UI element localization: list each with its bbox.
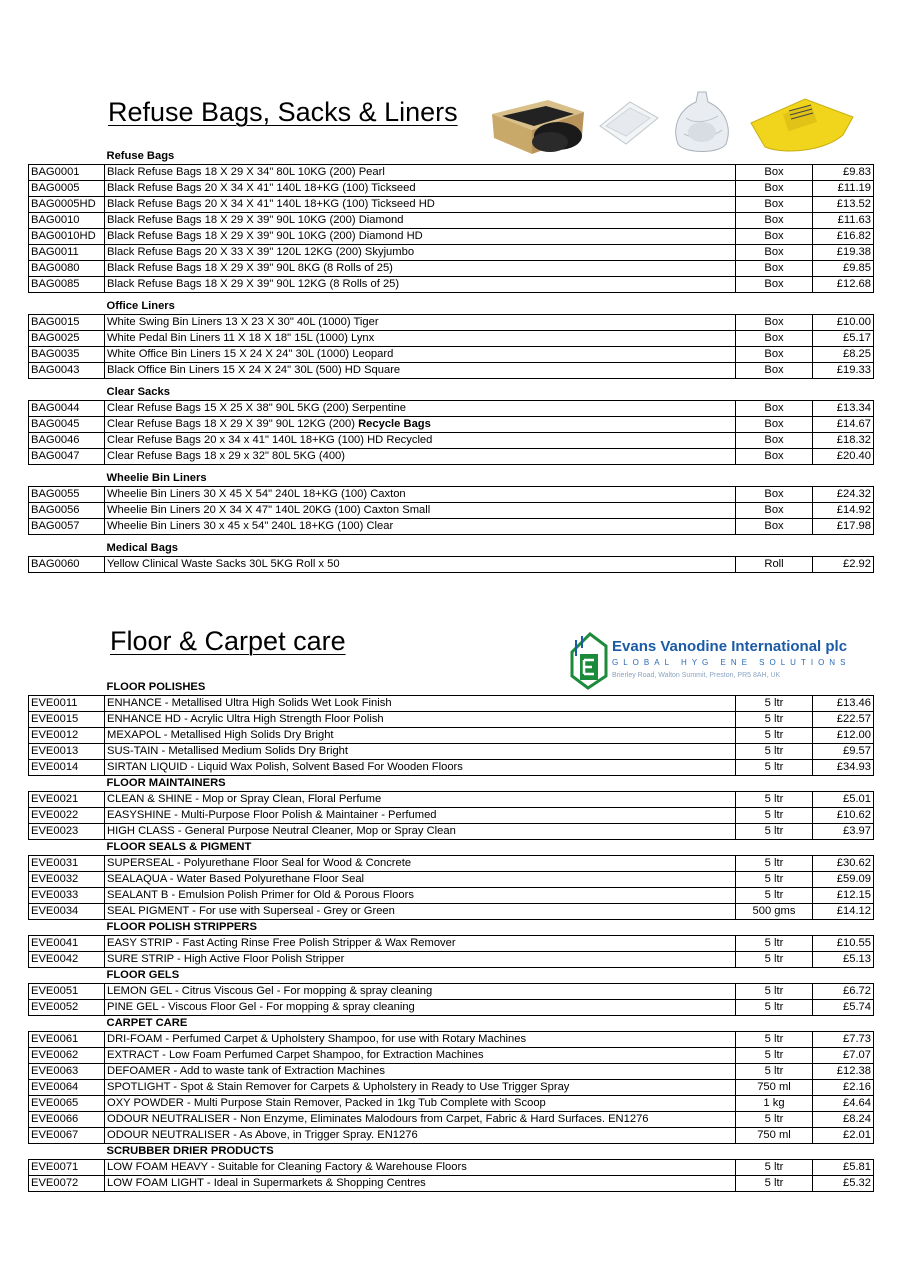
product-code: EVE0033 (29, 888, 105, 904)
table-row (29, 1080, 874, 1096)
product-code: EVE0071 (29, 1160, 105, 1176)
product-description-text: Clear Refuse Bags 18 X 29 X 39" 90L 12KG (200) (107, 418, 359, 430)
pack-unit: 5 ltr (736, 888, 813, 904)
price: £22.57 (813, 712, 874, 728)
logo-address: Brierley Road, Walton Summit, Preston, PR5 8AH, UK (612, 672, 781, 679)
table-row (29, 245, 874, 261)
price: £59.09 (813, 872, 874, 888)
table-row (29, 1064, 874, 1080)
pack-unit: Box (736, 401, 813, 417)
price: £2.16 (813, 1080, 874, 1096)
price: £12.38 (813, 1064, 874, 1080)
product-description: ODOUR NEUTRALISER - Non Enzyme, Eliminates Malodours from Carpet, Fabric & Hard Surfaces. EN1276 (105, 1112, 736, 1128)
table-row (29, 1000, 874, 1016)
product-code: BAG0043 (29, 363, 105, 379)
price: £10.55 (813, 936, 874, 952)
product-description: Yellow Clinical Waste Sacks 30L 5KG Roll x 50 (105, 557, 736, 573)
product-description: Black Refuse Bags 18 X 29 X 39" 90L 12KG (8 Rolls of 25) (105, 277, 736, 293)
price: £14.67 (813, 417, 874, 433)
product-code: EVE0034 (29, 904, 105, 920)
product-code: EVE0052 (29, 1000, 105, 1016)
table-row (29, 331, 874, 347)
price: £10.00 (813, 315, 874, 331)
product-code: EVE0011 (29, 696, 105, 712)
table-row (29, 417, 874, 433)
group-heading: Clear Sacks (106, 386, 170, 398)
price: £14.12 (813, 904, 874, 920)
table-row (29, 165, 874, 181)
price: £11.19 (813, 181, 874, 197)
logo-company-name: Evans Vanodine International plc (612, 638, 848, 655)
table-row (29, 1160, 874, 1176)
table-row (29, 1048, 874, 1064)
group-heading: FLOOR GELS (106, 969, 180, 981)
table-row (29, 872, 874, 888)
price: £24.32 (813, 487, 874, 503)
product-description: Wheelie Bin Liners 30 X 45 X 54" 240L 18+KG (100) Caxton (105, 487, 736, 503)
table-row (29, 347, 874, 363)
product-code: BAG0035 (29, 347, 105, 363)
product-code: EVE0032 (29, 872, 105, 888)
price: £13.46 (813, 696, 874, 712)
product-description: EXTRACT - Low Foam Perfumed Carpet Shampoo, for Extraction Machines (105, 1048, 736, 1064)
table-row (29, 952, 874, 968)
product-description: White Office Bin Liners 15 X 24 X 24" 30L (1000) Leopard (105, 347, 736, 363)
product-code: EVE0014 (29, 760, 105, 776)
table-row (29, 936, 874, 952)
product-description: EASYSHINE - Multi-Purpose Floor Polish & Maintainer - Perfumed (105, 808, 736, 824)
table-row (29, 744, 874, 760)
price: £9.83 (813, 165, 874, 181)
table-row (29, 519, 874, 535)
price: £9.57 (813, 744, 874, 760)
product-code: EVE0023 (29, 824, 105, 840)
pack-unit: Box (736, 519, 813, 535)
pack-unit: Box (736, 181, 813, 197)
table-row (29, 1176, 874, 1192)
product-description: White Swing Bin Liners 13 X 23 X 30" 40L (1000) Tiger (105, 315, 736, 331)
pack-unit: 5 ltr (736, 872, 813, 888)
price: £12.15 (813, 888, 874, 904)
group-heading: FLOOR POLISH STRIPPERS (106, 921, 257, 933)
product-description-bold: Recycle Bags (358, 418, 431, 430)
product-description: DEFOAMER - Add to waste tank of Extraction Machines (105, 1064, 736, 1080)
price: £5.13 (813, 952, 874, 968)
price: £5.74 (813, 1000, 874, 1016)
pack-unit: 5 ltr (736, 728, 813, 744)
table-row (29, 1112, 874, 1128)
price: £34.93 (813, 760, 874, 776)
pack-unit: Box (736, 331, 813, 347)
group-heading: Wheelie Bin Liners (106, 472, 207, 484)
pack-unit: Box (736, 229, 813, 245)
group-heading-row (29, 541, 874, 557)
pack-unit: 5 ltr (736, 808, 813, 824)
price: £2.01 (813, 1128, 874, 1144)
price: £5.81 (813, 1160, 874, 1176)
product-code: EVE0062 (29, 1048, 105, 1064)
price: £13.52 (813, 197, 874, 213)
product-description: ENHANCE - Metallised Ultra High Solids Wet Look Finish (105, 696, 736, 712)
product-code: BAG0010 (29, 213, 105, 229)
product-code: BAG0005 (29, 181, 105, 197)
table-row (29, 315, 874, 331)
product-description: SUPERSEAL - Polyurethane Floor Seal for Wood & Concrete (105, 856, 736, 872)
product-code: EVE0067 (29, 1128, 105, 1144)
product-code: EVE0072 (29, 1176, 105, 1192)
clear-bags-image (596, 96, 660, 148)
price: £7.07 (813, 1048, 874, 1064)
pack-unit: Box (736, 433, 813, 449)
table-row (29, 904, 874, 920)
group-heading-row (29, 1016, 874, 1032)
product-code: BAG0055 (29, 487, 105, 503)
product-description: Black Refuse Bags 18 X 29 X 34" 80L 10KG (200) Pearl (105, 165, 736, 181)
price: £5.32 (813, 1176, 874, 1192)
pack-unit: Box (736, 315, 813, 331)
pack-unit: Box (736, 449, 813, 465)
product-code: EVE0064 (29, 1080, 105, 1096)
product-description: ENHANCE HD - Acrylic Ultra High Strength Floor Polish (105, 712, 736, 728)
pack-unit: 5 ltr (736, 760, 813, 776)
price: £5.17 (813, 331, 874, 347)
group-heading: CARPET CARE (106, 1017, 188, 1029)
pack-unit: Box (736, 277, 813, 293)
product-description: DRI-FOAM - Perfumed Carpet & Upholstery Shampoo, for use with Rotary Machines (105, 1032, 736, 1048)
pack-unit: 5 ltr (736, 1112, 813, 1128)
price: £9.85 (813, 261, 874, 277)
product-code: EVE0063 (29, 1064, 105, 1080)
pack-unit: 5 ltr (736, 1160, 813, 1176)
product-description: LOW FOAM HEAVY - Suitable for Cleaning Factory & Warehouse Floors (105, 1160, 736, 1176)
product-description: CLEAN & SHINE - Mop or Spray Clean, Floral Perfume (105, 792, 736, 808)
product-code: BAG0060 (29, 557, 105, 573)
product-description: Black Refuse Bags 20 X 33 X 39" 120L 12KG (200) Skyjumbo (105, 245, 736, 261)
group-heading: Medical Bags (106, 542, 179, 554)
table-row (29, 1032, 874, 1048)
product-code: BAG0001 (29, 165, 105, 181)
price: £14.92 (813, 503, 874, 519)
product-code: BAG0005HD (29, 197, 105, 213)
price: £8.25 (813, 347, 874, 363)
pack-unit: 750 ml (736, 1128, 813, 1144)
price: £12.68 (813, 277, 874, 293)
price: £13.34 (813, 401, 874, 417)
table-row (29, 363, 874, 379)
pack-unit: 1 kg (736, 1096, 813, 1112)
clear-sack-image (668, 88, 736, 156)
product-description: Black Refuse Bags 20 X 34 X 41" 140L 18+KG (100) Tickseed (105, 181, 736, 197)
product-code: EVE0066 (29, 1112, 105, 1128)
group-heading-row (29, 920, 874, 936)
pack-unit: 5 ltr (736, 712, 813, 728)
table-row (29, 824, 874, 840)
pack-unit: 5 ltr (736, 1032, 813, 1048)
table-row (29, 449, 874, 465)
price: £16.82 (813, 229, 874, 245)
pack-unit: 5 ltr (736, 792, 813, 808)
logo-tagline: GLOBAL HYG ENE SOLUTIONS (612, 658, 851, 667)
pack-unit: Box (736, 213, 813, 229)
group-heading: FLOOR POLISHES (106, 681, 206, 693)
product-description: Wheelie Bin Liners 30 x 45 x 54" 240L 18+KG (100) Clear (105, 519, 736, 535)
table-row (29, 728, 874, 744)
product-description: EASY STRIP - Fast Acting Rinse Free Polish Stripper & Wax Remover (105, 936, 736, 952)
product-code: EVE0061 (29, 1032, 105, 1048)
product-code: EVE0065 (29, 1096, 105, 1112)
pack-unit: 5 ltr (736, 824, 813, 840)
price: £7.73 (813, 1032, 874, 1048)
table-row (29, 261, 874, 277)
product-code: BAG0085 (29, 277, 105, 293)
group-heading-row (29, 968, 874, 984)
product-description: Black Refuse Bags 18 X 29 X 39" 90L 8KG (8 Rolls of 25) (105, 261, 736, 277)
product-description: SURE STRIP - High Active Floor Polish Stripper (105, 952, 736, 968)
pack-unit: 5 ltr (736, 1064, 813, 1080)
table-row (29, 229, 874, 245)
product-code: BAG0056 (29, 503, 105, 519)
pack-unit: 5 ltr (736, 952, 813, 968)
pack-unit: 500 gms (736, 904, 813, 920)
pack-unit: 5 ltr (736, 936, 813, 952)
table-row (29, 181, 874, 197)
product-description: LEMON GEL - Citrus Viscous Gel - For mopping & spray cleaning (105, 984, 736, 1000)
product-description (105, 417, 736, 433)
product-code: EVE0013 (29, 744, 105, 760)
product-description: Clear Refuse Bags 20 x 34 x 41" 140L 18+KG (100) HD Recycled (105, 433, 736, 449)
product-description: Clear Refuse Bags 15 X 25 X 38" 90L 5KG (200) Serpentine (105, 401, 736, 417)
table-row (29, 557, 874, 573)
floor-carpet-price-table (28, 680, 874, 1192)
pack-unit: Roll (736, 557, 813, 573)
product-code: EVE0051 (29, 984, 105, 1000)
price: £17.98 (813, 519, 874, 535)
pack-unit: 5 ltr (736, 856, 813, 872)
product-description: White Pedal Bin Liners 11 X 18 X 18" 15L (1000) Lynx (105, 331, 736, 347)
pack-unit: 5 ltr (736, 696, 813, 712)
product-code: BAG0046 (29, 433, 105, 449)
group-heading-row (29, 1144, 874, 1160)
product-code: EVE0012 (29, 728, 105, 744)
table-row (29, 888, 874, 904)
pack-unit: 5 ltr (736, 1000, 813, 1016)
group-heading: FLOOR MAINTAINERS (106, 777, 226, 789)
pack-unit: Box (736, 347, 813, 363)
table-row (29, 808, 874, 824)
pack-unit: 5 ltr (736, 1176, 813, 1192)
table-row (29, 696, 874, 712)
product-code: BAG0047 (29, 449, 105, 465)
product-code: EVE0031 (29, 856, 105, 872)
product-description: SEALANT B - Emulsion Polish Primer for Old & Porous Floors (105, 888, 736, 904)
pack-unit: Box (736, 363, 813, 379)
price: £10.62 (813, 808, 874, 824)
pack-unit: Box (736, 245, 813, 261)
product-description: HIGH CLASS - General Purpose Neutral Cleaner, Mop or Spray Clean (105, 824, 736, 840)
product-code: BAG0045 (29, 417, 105, 433)
pack-unit: 5 ltr (736, 1048, 813, 1064)
price: £8.24 (813, 1112, 874, 1128)
pack-unit: Box (736, 165, 813, 181)
pack-unit: Box (736, 197, 813, 213)
product-code: BAG0025 (29, 331, 105, 347)
product-code: BAG0080 (29, 261, 105, 277)
group-heading-row (29, 385, 874, 401)
table-row (29, 503, 874, 519)
table-row (29, 197, 874, 213)
group-heading-row (29, 680, 874, 696)
product-code: EVE0022 (29, 808, 105, 824)
group-heading-row (29, 471, 874, 487)
pack-unit: Box (736, 261, 813, 277)
pack-unit: 5 ltr (736, 744, 813, 760)
product-description: ODOUR NEUTRALISER - As Above, in Trigger Spray. EN1276 (105, 1128, 736, 1144)
price: £12.00 (813, 728, 874, 744)
group-heading: FLOOR SEALS & PIGMENT (106, 841, 252, 853)
pack-unit: Box (736, 417, 813, 433)
price: £18.32 (813, 433, 874, 449)
table-row (29, 213, 874, 229)
group-heading-row (29, 840, 874, 856)
group-heading: Refuse Bags (106, 150, 175, 162)
table-row (29, 433, 874, 449)
group-heading: SCRUBBER DRIER PRODUCTS (106, 1145, 274, 1157)
product-code: EVE0021 (29, 792, 105, 808)
pack-unit: Box (736, 503, 813, 519)
product-code: BAG0010HD (29, 229, 105, 245)
product-description: Black Refuse Bags 20 X 34 X 41" 140L 18+KG (100) Tickseed HD (105, 197, 736, 213)
table-row (29, 277, 874, 293)
product-code: BAG0057 (29, 519, 105, 535)
group-heading-row (29, 299, 874, 315)
table-row (29, 712, 874, 728)
price: £4.64 (813, 1096, 874, 1112)
pack-unit: Box (736, 487, 813, 503)
product-code: BAG0011 (29, 245, 105, 261)
product-description: Black Office Bin Liners 15 X 24 X 24" 30L (500) HD Square (105, 363, 736, 379)
yellow-clinical-sack-image (745, 95, 857, 157)
product-description: SEALAQUA - Water Based Polyurethane Floor Seal (105, 872, 736, 888)
table-row (29, 487, 874, 503)
refuse-bags-price-table (28, 149, 874, 573)
product-code: BAG0044 (29, 401, 105, 417)
price: £19.38 (813, 245, 874, 261)
product-description: SUS-TAIN - Metallised Medium Solids Dry Bright (105, 744, 736, 760)
price: £30.62 (813, 856, 874, 872)
product-description: Black Refuse Bags 18 X 29 X 39" 90L 10KG (200) Diamond HD (105, 229, 736, 245)
table-row (29, 401, 874, 417)
product-code: EVE0015 (29, 712, 105, 728)
product-description: Wheelie Bin Liners 20 X 34 X 47" 140L 20KG (100) Caxton Small (105, 503, 736, 519)
product-description: OXY POWDER - Multi Purpose Stain Remover, Packed in 1kg Tub Complete with Scoop (105, 1096, 736, 1112)
table-row (29, 984, 874, 1000)
table-row (29, 856, 874, 872)
price: £20.40 (813, 449, 874, 465)
section-title-refuse-bags: Refuse Bags, Sacks & Liners (108, 97, 458, 127)
product-description: LOW FOAM LIGHT - Ideal in Supermarkets & Shopping Centres (105, 1176, 736, 1192)
product-description: Clear Refuse Bags 18 x 29 x 32" 80L 5KG (400) (105, 449, 736, 465)
product-code: EVE0042 (29, 952, 105, 968)
table-row (29, 1096, 874, 1112)
price: £11.63 (813, 213, 874, 229)
price: £5.01 (813, 792, 874, 808)
group-heading-row (29, 149, 874, 165)
price: £19.33 (813, 363, 874, 379)
product-description: PINE GEL - Viscous Floor Gel - For mopping & spray cleaning (105, 1000, 736, 1016)
group-heading-row (29, 776, 874, 792)
table-row (29, 1128, 874, 1144)
product-description: Black Refuse Bags 18 X 29 X 39" 90L 10KG (200) Diamond (105, 213, 736, 229)
black-bags-box-image (488, 92, 586, 156)
section-title-floor-carpet-care: Floor & Carpet care (110, 626, 346, 656)
product-description: SIRTAN LIQUID - Liquid Wax Polish, Solvent Based For Wooden Floors (105, 760, 736, 776)
table-row (29, 760, 874, 776)
group-heading: Office Liners (106, 300, 175, 312)
product-code: EVE0041 (29, 936, 105, 952)
pack-unit: 750 ml (736, 1080, 813, 1096)
table-row (29, 792, 874, 808)
product-description: SPOTLIGHT - Spot & Stain Remover for Carpets & Upholstery in Ready to Use Trigger Spray (105, 1080, 736, 1096)
product-code: BAG0015 (29, 315, 105, 331)
product-description: MEXAPOL - Metallised High Solids Dry Bright (105, 728, 736, 744)
price: £3.97 (813, 824, 874, 840)
product-description: SEAL PIGMENT - For use with Superseal - Grey or Green (105, 904, 736, 920)
pack-unit: 5 ltr (736, 984, 813, 1000)
price: £2.92 (813, 557, 874, 573)
price: £6.72 (813, 984, 874, 1000)
